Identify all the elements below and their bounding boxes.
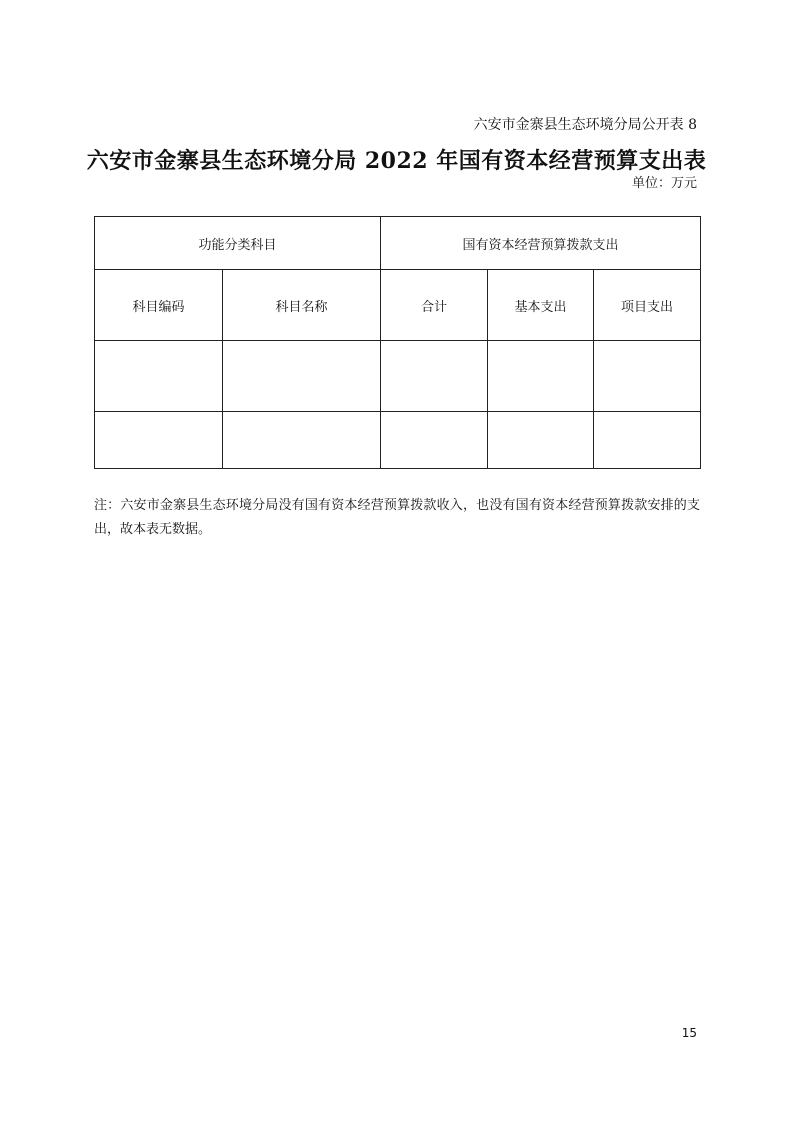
budget-table [94,216,701,469]
group-header-state-capital-expenditure: 国有资本经营预算拨款支出 [381,217,701,270]
table-cell [488,412,594,469]
table-cell [95,341,223,412]
column-header-code: 科目编码 [95,270,223,341]
column-header-name: 科目名称 [223,270,381,341]
table-cell [381,341,488,412]
page-title: 六安市金寨县生态环境分局 2022 年国有资本经营预算支出表 [86,148,707,174]
column-header-row [95,270,701,341]
table-row [95,412,701,469]
table-cell [95,412,223,469]
table-cell [488,341,594,412]
page-number: 15 [681,1026,697,1040]
table-cell [223,341,381,412]
table-cell [594,341,701,412]
table-cell [223,412,381,469]
table-cell [594,412,701,469]
footnote: 注：六安市金寨县生态环境分局没有国有资本经营预算拨款收入，也没有国有资本经营预算拨款安排的支出，故本表无数据。 [94,498,700,537]
column-header-basic: 基本支出 [488,270,594,341]
column-header-total: 合计 [381,270,488,341]
unit-label: 单位：万元 [631,176,697,191]
group-header-functional-category: 功能分类科目 [95,217,381,270]
table-cell [381,412,488,469]
column-header-project: 项目支出 [594,270,701,341]
group-header-row [95,217,701,270]
table-label: 六安市金寨县生态环境分局公开表 8 [473,117,697,133]
table-row [95,341,701,412]
